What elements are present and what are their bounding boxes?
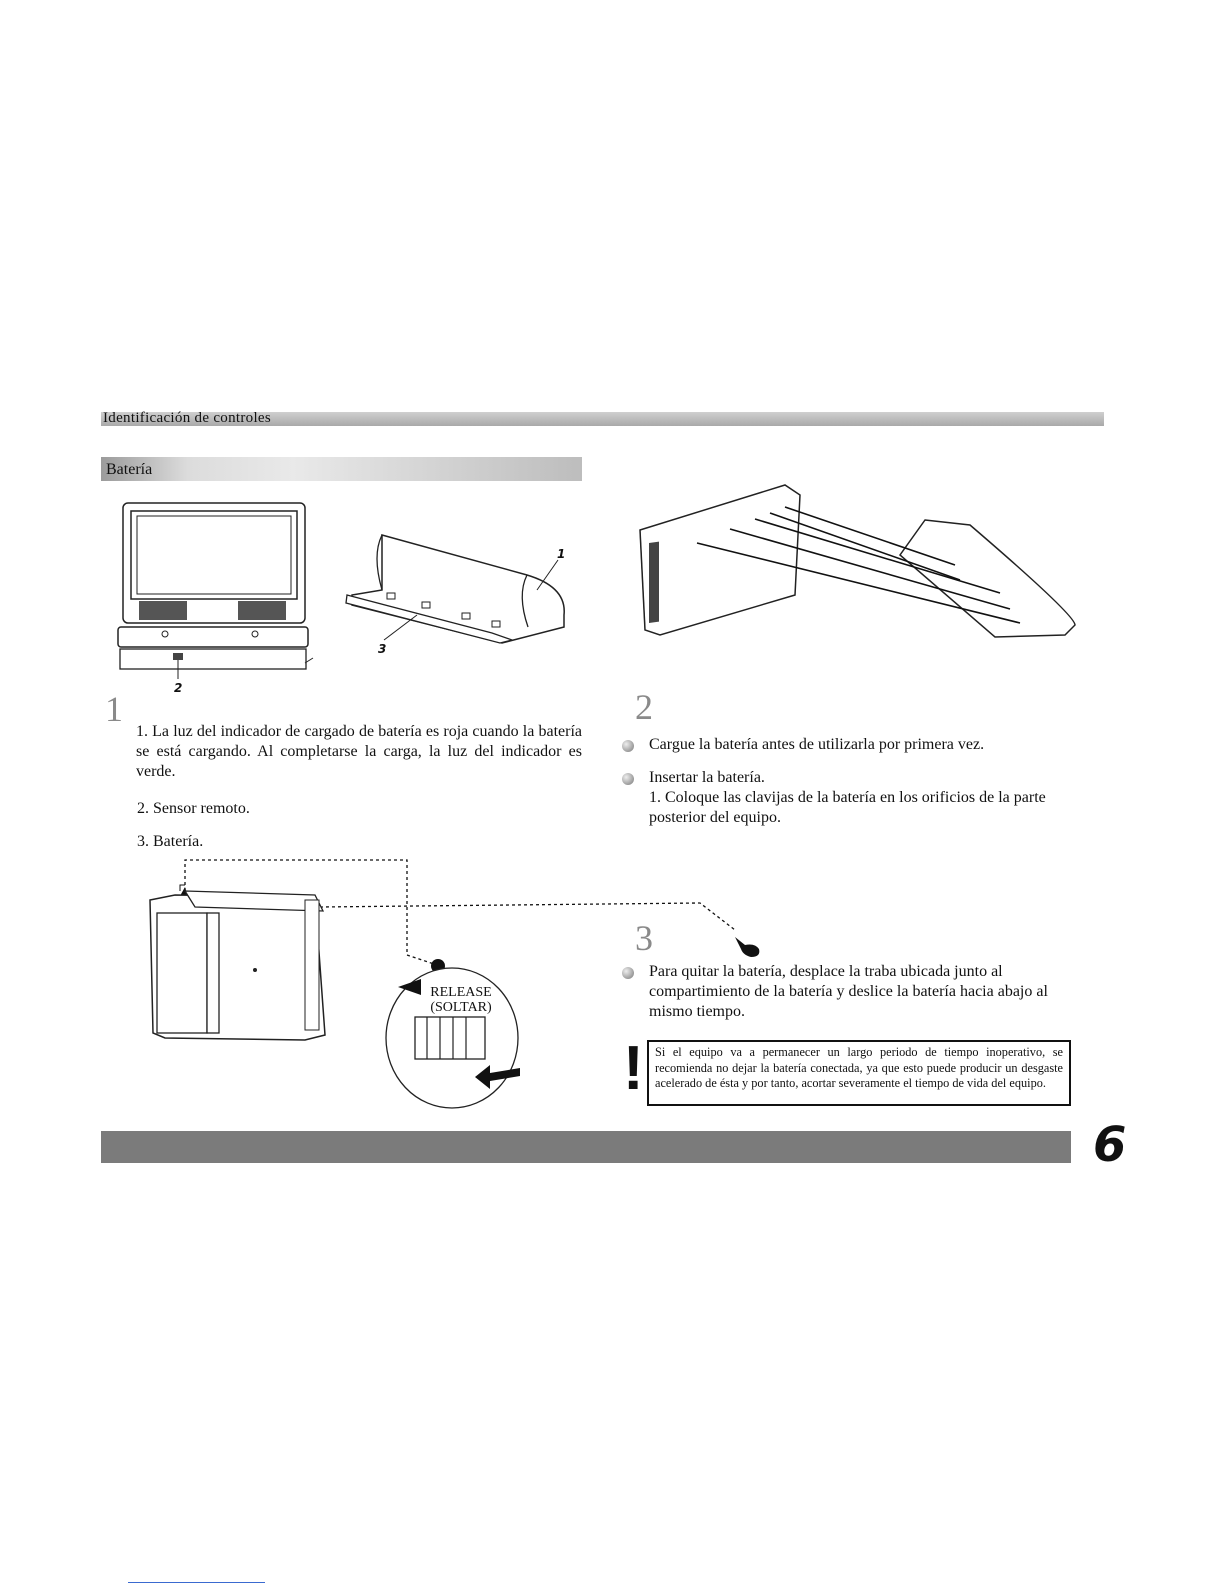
battery-insertion-illustration [635, 485, 1080, 645]
step3-bullet-1: Para quitar la batería, desplace la traba ubicada junto al compartimiento de la batería y deslice la batería hacia abajo al mismo tiempo. [649, 963, 1048, 1020]
header-title: Identificación de controles [103, 410, 272, 426]
step2-bullet-2-title: Insertar la batería. [649, 769, 765, 786]
step1-item-3: 3. Batería. [137, 833, 204, 850]
hand-pointer-icon [733, 935, 763, 960]
step2-bullet-1: Cargue la batería antes de utilizarla por primera vez. [649, 736, 985, 753]
footer-bar [101, 1131, 1071, 1163]
step1-item-1: 1. La luz del indicador de cargado de batería es roja cuando la batería se está cargando. Al completarse la carga, la luz del indicador es verde. [136, 723, 582, 780]
warning-text: Si el equipo va a permanecer un largo periodo de tiempo inoperativo, se recomienda no dejar la batería conectada, ya que esto puede producir un desgaste acelerado de ésta y por tanto, acortar severamente el tiempo de vida del equipo. [655, 1045, 1063, 1090]
battery-illustration [342, 535, 574, 655]
figure-callout-1: 1 [557, 547, 566, 561]
release-label [422, 985, 500, 1015]
step-number-2: 2 [635, 687, 653, 727]
player-front-illustration [115, 503, 315, 678]
bullet-icon [622, 773, 634, 785]
bullet-icon [622, 740, 634, 752]
page-number: 6 [1093, 1117, 1127, 1173]
figure-callout-3: 3 [378, 642, 387, 656]
release-translation: (SOLTAR) [430, 1000, 492, 1015]
section-title: Batería [106, 461, 153, 478]
figure-callout-2: 2 [174, 681, 183, 695]
section-bar [101, 457, 582, 481]
release-text: RELEASE [430, 985, 492, 1000]
bullet-icon [622, 967, 634, 979]
bottom-rule [128, 1582, 265, 1583]
step2-bullet-2-sub: 1. Coloque las clavijas de la batería en los orificios de la parte posterior del equipo. [649, 789, 1046, 826]
step-number-3: 3 [635, 918, 653, 958]
warning-box [647, 1040, 1071, 1106]
step1-item-2: 2. Sensor remoto. [137, 800, 250, 817]
warning-icon: ! [623, 1034, 644, 1103]
step-number-1: 1 [105, 689, 123, 729]
